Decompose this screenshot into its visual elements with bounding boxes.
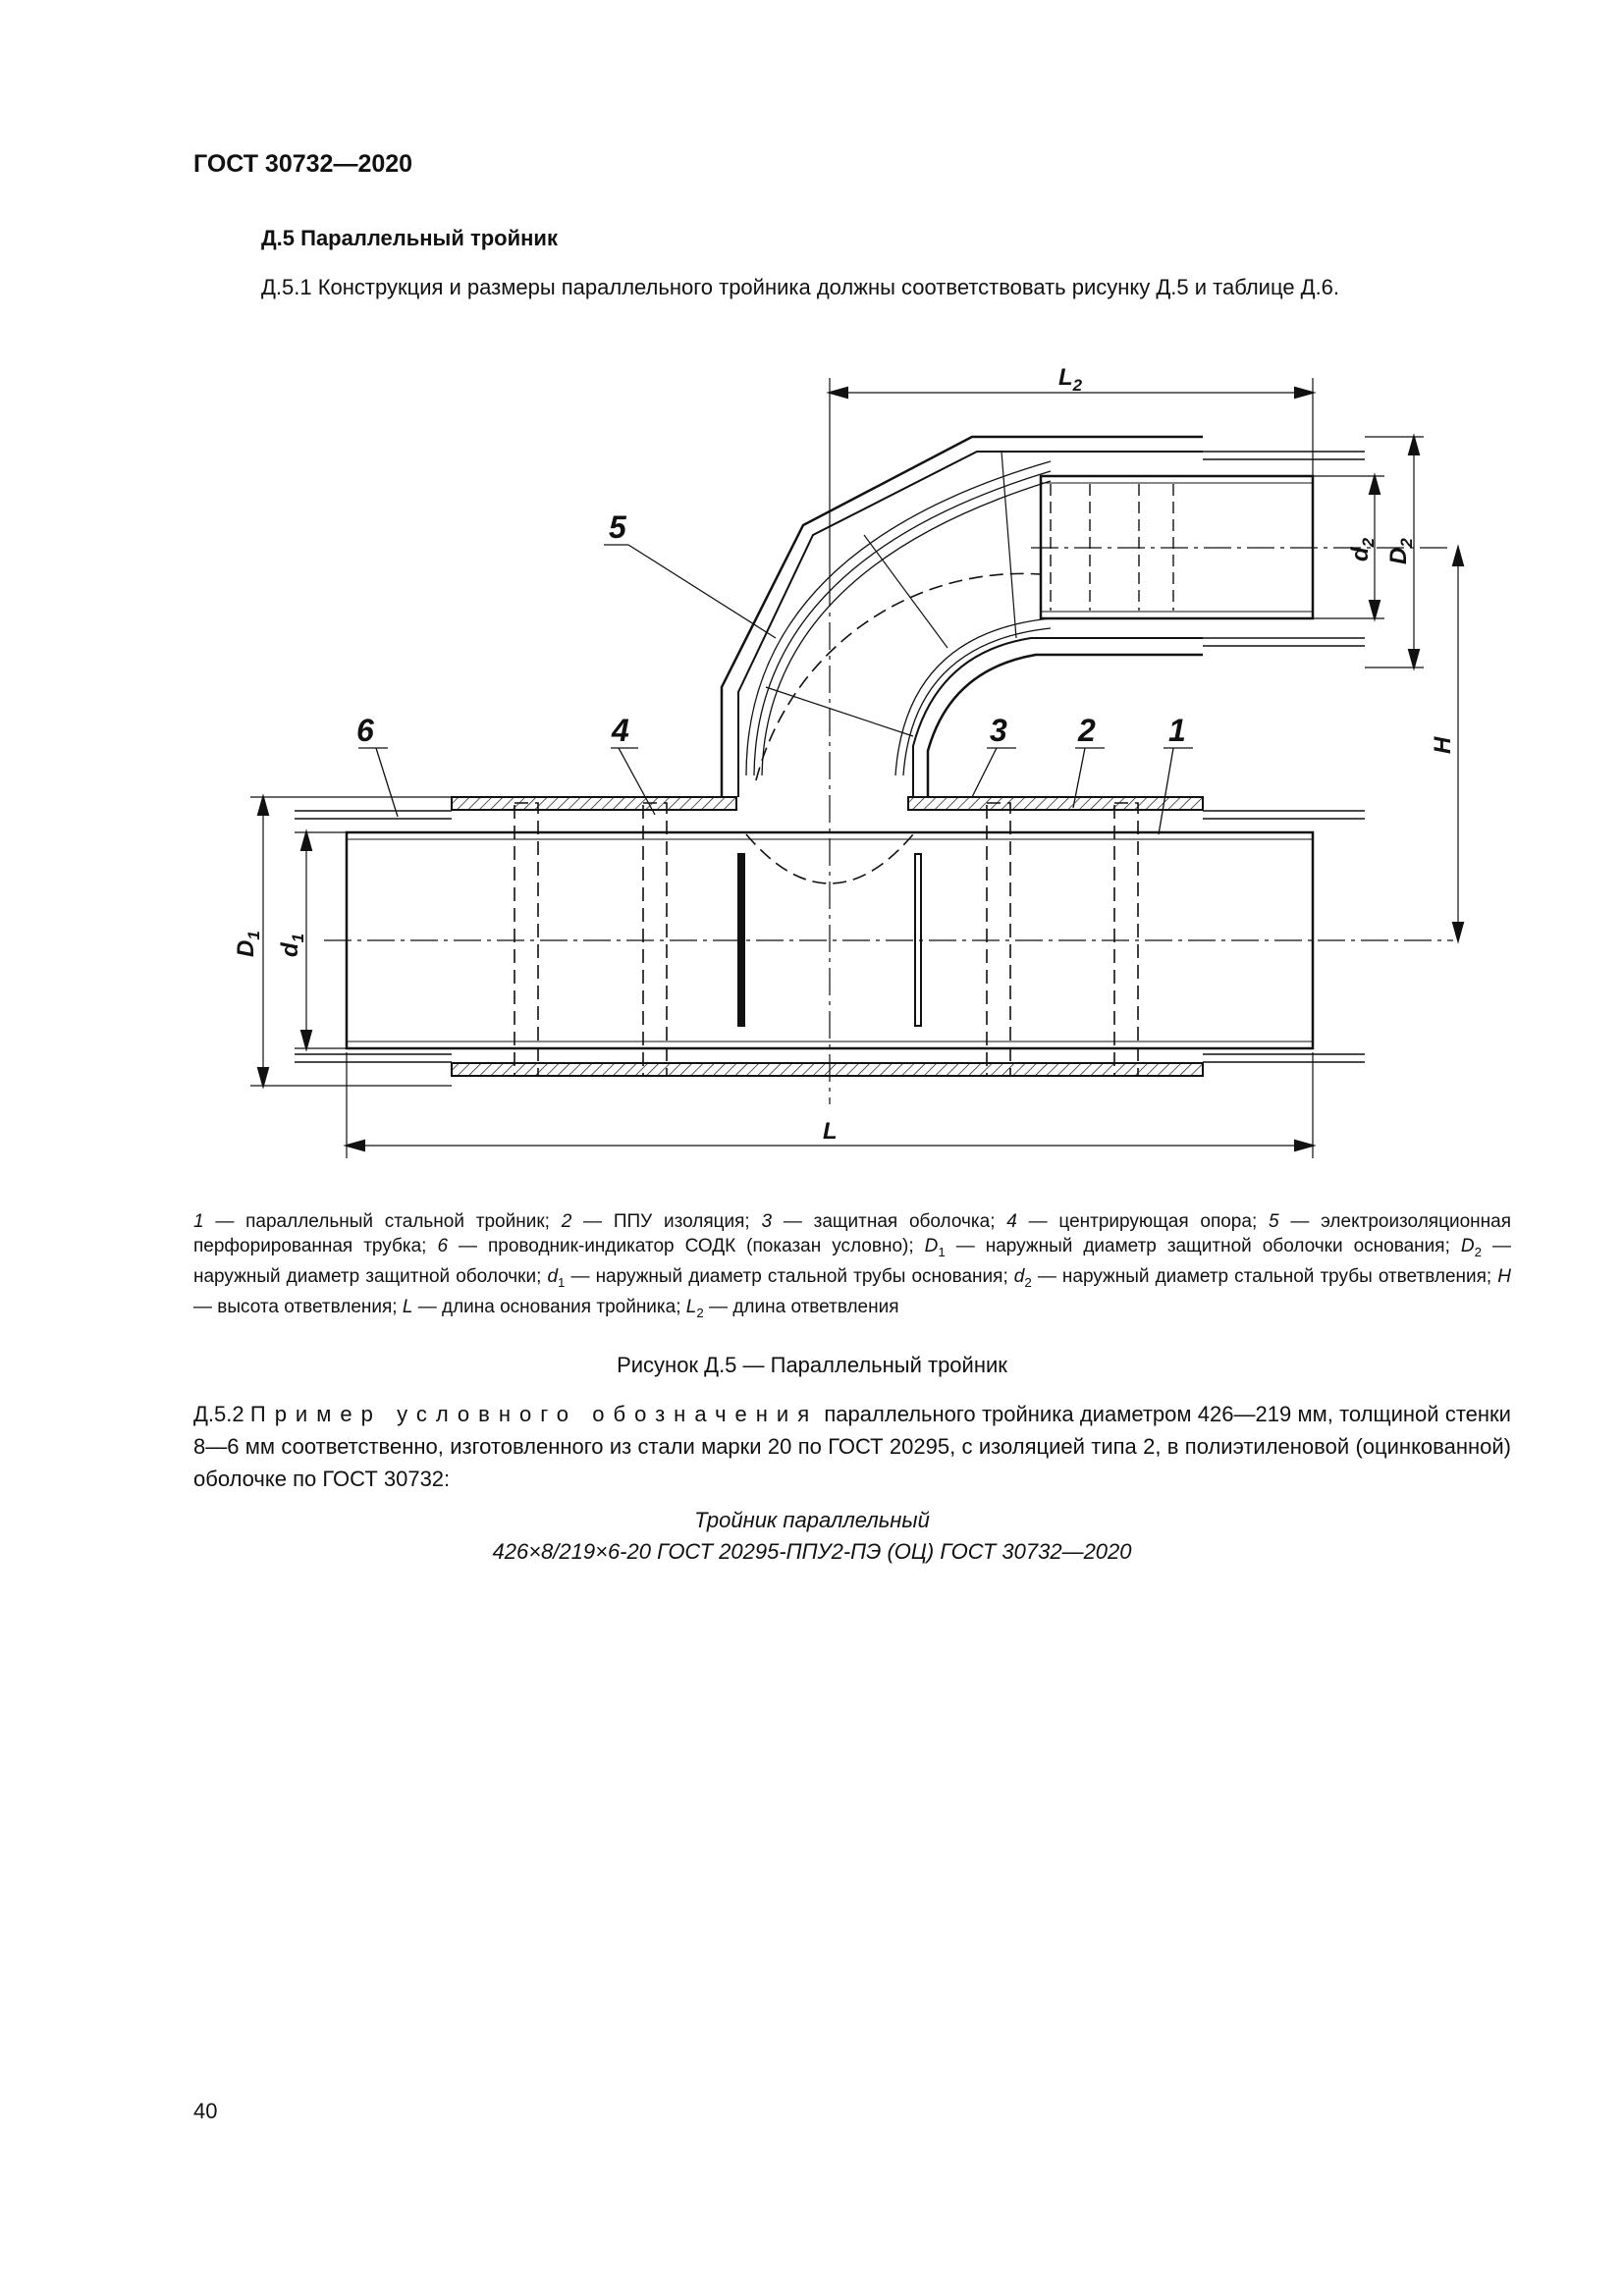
centering-support-3 [987,803,1010,1076]
dim-H: H [1430,736,1456,754]
section-title: Д.5 Параллельный тройник [261,226,558,250]
dim-d1: $d_1$ [277,933,307,957]
centering-support-1 [514,803,538,1076]
callout-3: 3 [990,713,1007,748]
document-header: ГОСТ 30732—2020 [193,150,413,178]
base-casing-top-right [908,797,1203,810]
dim-L2: $L_2$ [1058,364,1083,395]
base-casing-top-left [452,797,736,810]
callout-1: 1 [1168,713,1186,748]
centering-support-2 [643,803,667,1076]
callout-4: 4 [612,713,629,748]
paragraph-d52: Д.5.2 Пример условного обозначения параллельного тройника диаметром 426—219 мм, толщиной стенки 8—6 мм соответственно, изготовленного из стали марки 20 по ГОСТ 20295, с изоляцией типа 2, в полиэтиленовой (оцинкованной) оболочке по ГОСТ 30732: [193,1402,1511,1491]
dim-D1: $D_1$ [233,931,263,957]
figure-legend: 1 — параллельный стальной тройник; 2 — ППУ изоляция; 3 — защитная оболочка; 4 — центрирующая опора; 5 — электроизоляционная перфорированная трубка; 6 — проводник-индикатор СОДК (показан условно); $D_1$ — наружный диаметр защитной оболочки основания; $D_2$ — наружный диаметр защитной оболочки; $d_1$ — наружный диаметр стальной трубы основания; $d_2$ — наружный диаметр стальной трубы ответвления; H — высота ответвления; L — длина основания тройника; $L_2$ — длина ответвления [193,1211,1511,1320]
figure-caption: Рисунок Д.5 — Параллельный тройник [617,1353,1007,1377]
dim-D2: $D_2$ [1385,538,1416,564]
figure-parallel-tee [226,344,1456,1158]
designation-example-line2: 426×8/219×6-20 ГОСТ 20295-ППУ2-ПЭ (ОЦ) ГОСТ 30732—2020 [492,1539,1132,1564]
callout-2: 2 [1078,713,1096,748]
centering-support-4 [1114,803,1138,1076]
callout-6: 6 [356,713,374,748]
paragraph-d51: Д.5.1 Конструкция и размеры параллельного тройника должны соответствовать рисунку Д.5 и таблице Д.6. [261,275,1340,299]
dim-L: L [823,1118,838,1145]
page-number: 40 [193,2099,218,2123]
callout-5: 5 [609,509,626,545]
branch-outer-casing [722,437,1203,797]
designation-example-line1: Тройник параллельный [694,1508,930,1532]
base-casing-bottom [452,1063,1203,1076]
dim-d2: $d_2$ [1347,537,1378,561]
